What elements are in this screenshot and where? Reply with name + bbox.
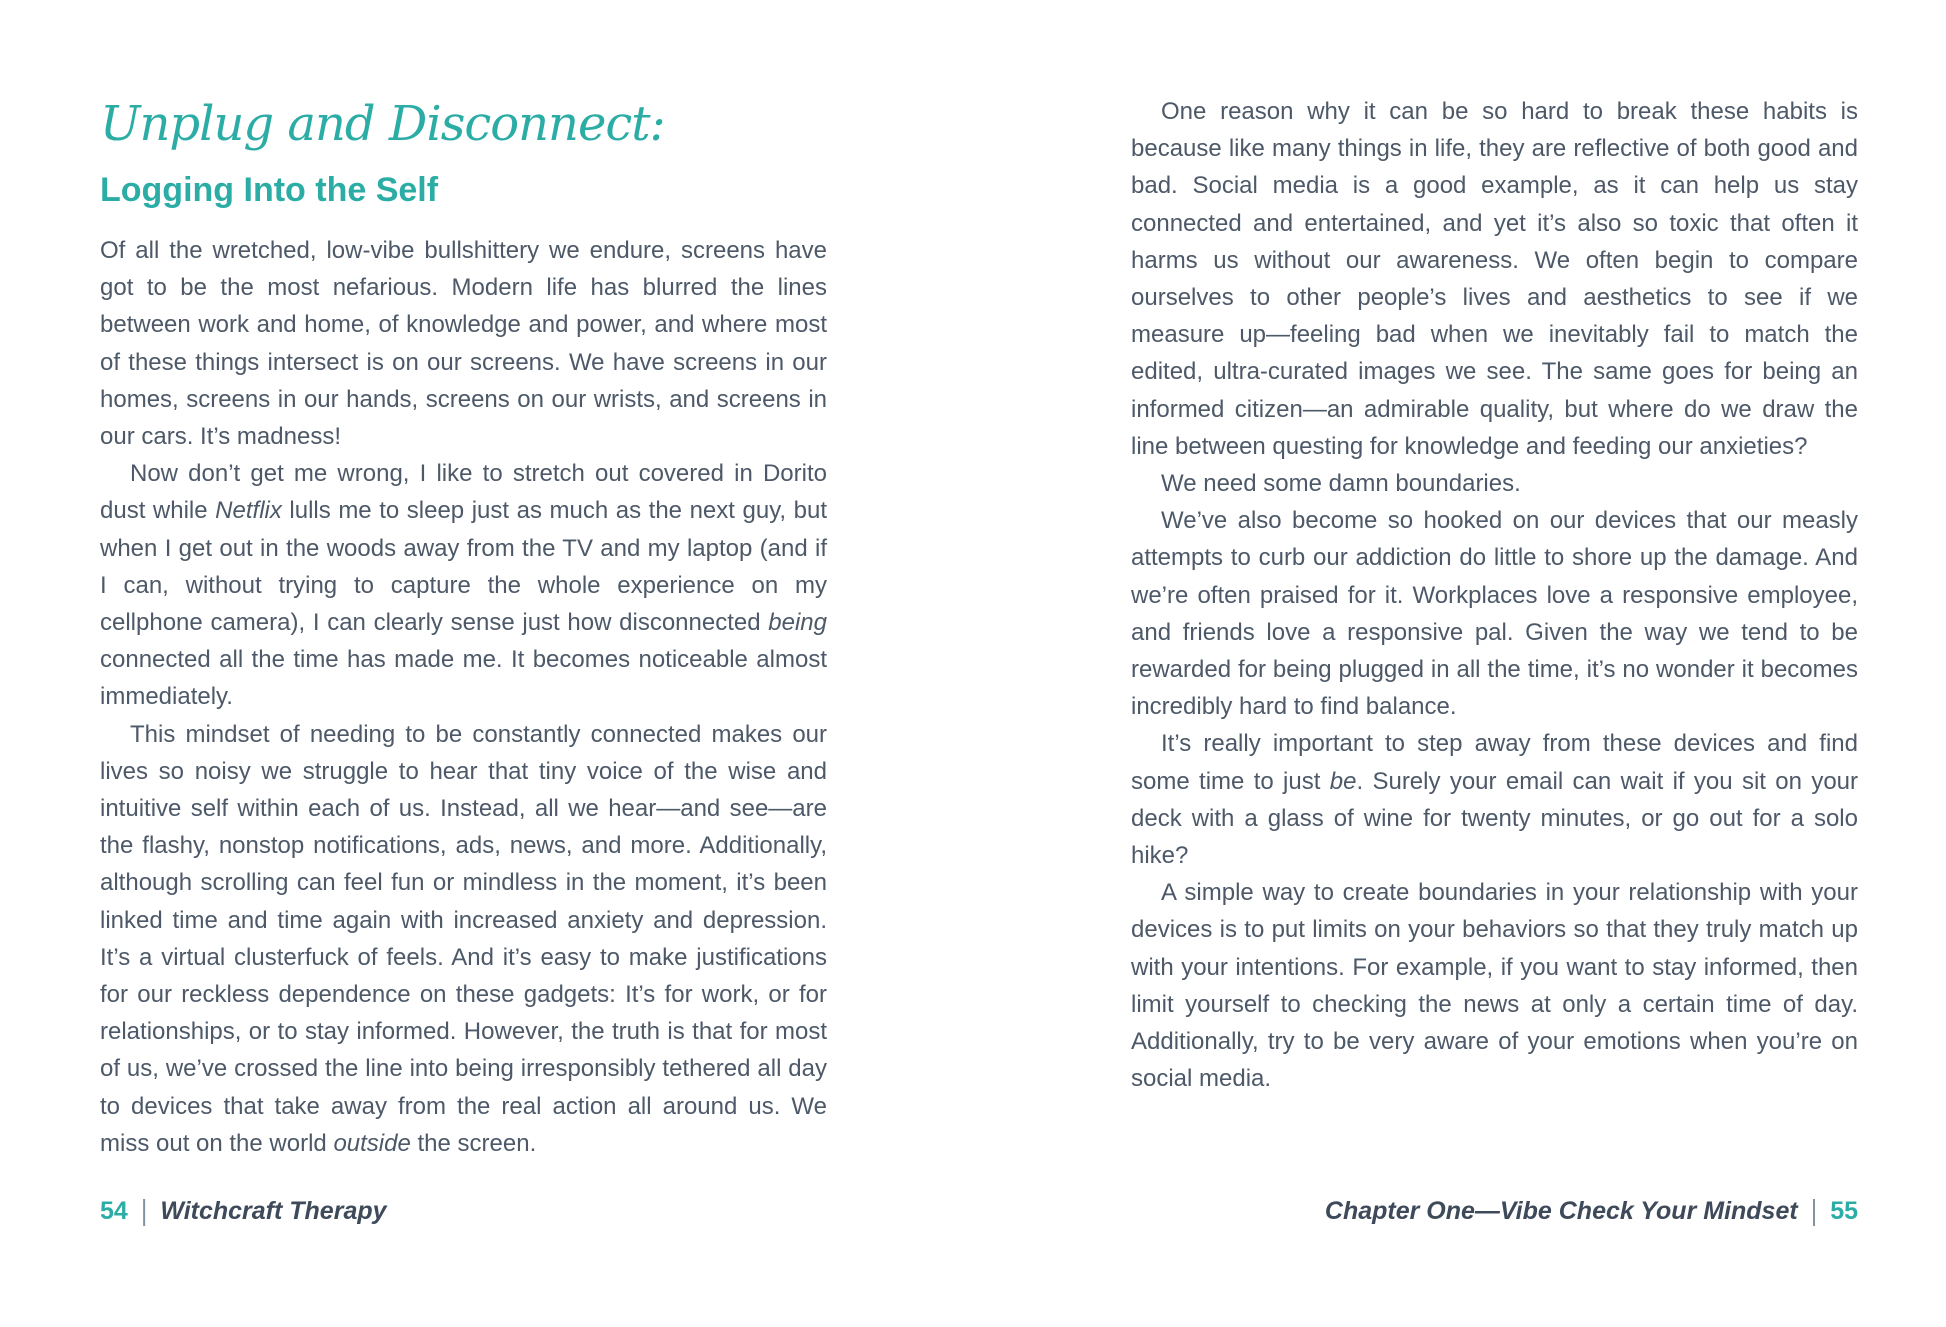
text-run: connected all the time has made me. It becomes noticeable almost immediately.	[100, 646, 827, 711]
section-subtitle: Logging Into the Self	[100, 171, 439, 209]
paragraph	[1131, 465, 1858, 502]
page-left-footer	[100, 1196, 387, 1226]
paragraph	[100, 455, 827, 715]
page-right-footer	[1131, 1196, 1858, 1226]
text-run: lulls me to sleep just as much as the next guy, but when I get out in the woods away from the TV and my laptop (and if I can, without trying to capture the whole experience on my cellphone camera), I can clearly sense just how disconnected	[100, 497, 827, 637]
paragraph	[1131, 502, 1858, 725]
page-number-left: 54	[100, 1197, 128, 1225]
text-run: We need some damn boundaries.	[1161, 470, 1521, 498]
text-run: Of all the wretched, low-vibe bullshittery we endure, screens have got to be the most nefarious. Modern life has blurred the lines between work and home, of knowledge and power, and where most of these things intersect is on our screens. We have screens in our homes, screens in our hands, screens on our wrists, and screens in our cars. It’s madness!	[100, 237, 827, 451]
page-left	[100, 0, 827, 1162]
text-run: We’ve also become so hooked on our devices that our measly attempts to curb our addiction do little to shore up the damage. And we’re often praised for it. Workplaces love a responsive employee, and friends love a responsive pal. Given the way we tend to be rewarded for being plugged in all the time, it’s no wonder it becomes incredibly hard to find balance.	[1131, 507, 1858, 721]
footer-separator-right: |	[1810, 1194, 1818, 1228]
text-run: One reason why it can be so hard to break these habits is because like many things in life, they are reflective of both good and bad. Social media is a good example, as it can help us stay connected and entertained, and yet it’s also so toxic that often it harms us without our awareness. We often begin to compare ourselves to other people’s lives and aesthetics to see if we measure up—feeling bad when we inevitably fail to match the edited, ultra-curated images we see. The same goes for being an informed citizen—an admirable quality, but where do we draw the line between questing for knowledge and feeding our anxieties?	[1131, 98, 1858, 460]
paragraph	[1131, 725, 1858, 874]
chapter-title-running-head: Chapter One—Vibe Check Your Mindset	[1324, 1197, 1798, 1225]
text-run: A simple way to create boundaries in your relationship with your devices is to put limits on your behaviors so that they truly match up with your intentions. For example, if you want to stay informed, then limit yourself to checking the news at only a certain time of day. Additionally, try to be very aware of your emotions when you’re on social media.	[1131, 879, 1858, 1093]
paragraph	[1131, 874, 1858, 1097]
footer-separator-left: |	[140, 1194, 148, 1228]
paragraph	[1131, 93, 1858, 465]
page-left-header	[100, 0, 827, 210]
page-right-body	[1131, 93, 1858, 1097]
text-run: the screen.	[410, 1129, 537, 1157]
italic-text: outside	[333, 1129, 411, 1157]
italic-text: Netflix	[215, 497, 282, 525]
italic-text: be	[1329, 767, 1357, 795]
text-run: Now don’t get me wrong, I like to stretch out covered in Dorito dust while	[100, 460, 827, 525]
book-title-running-head: Witchcraft Therapy	[160, 1197, 387, 1225]
paragraph	[100, 232, 827, 455]
section-title-script: Unplug and Disconnect:	[100, 96, 665, 152]
page-right	[1131, 0, 1858, 1097]
text-run: . Surely your email can wait if you sit on your deck with a glass of wine for twenty minutes, or go out for a solo hike?	[1131, 767, 1859, 870]
text-run: It’s really important to step away from these devices and find some time to just	[1131, 730, 1858, 795]
paragraph	[100, 716, 827, 1162]
italic-text: being	[768, 609, 827, 637]
page-number-right: 55	[1830, 1197, 1858, 1225]
page-left-body	[100, 232, 827, 1162]
text-run: This mindset of needing to be constantly connected makes our lives so noisy we struggle to hear that tiny voice of the wise and intuitive self within each of us. Instead, all we hear—and see—are the flashy, nonstop notifications, ads, news, and more. Additionally, although scrolling can feel fun or mindless in the moment, it’s been linked time and time again with increased anxiety and depression. It’s a virtual clusterfuck of feels. And it’s easy to make justifications for our reckless dependence on these gadgets: It’s for work, or for relationships, or to stay informed. However, the truth is that for most of us, we’ve crossed the line into being irresponsibly tethered all day to devices that take away from the real action all around us. We miss out on the world	[100, 720, 827, 1157]
